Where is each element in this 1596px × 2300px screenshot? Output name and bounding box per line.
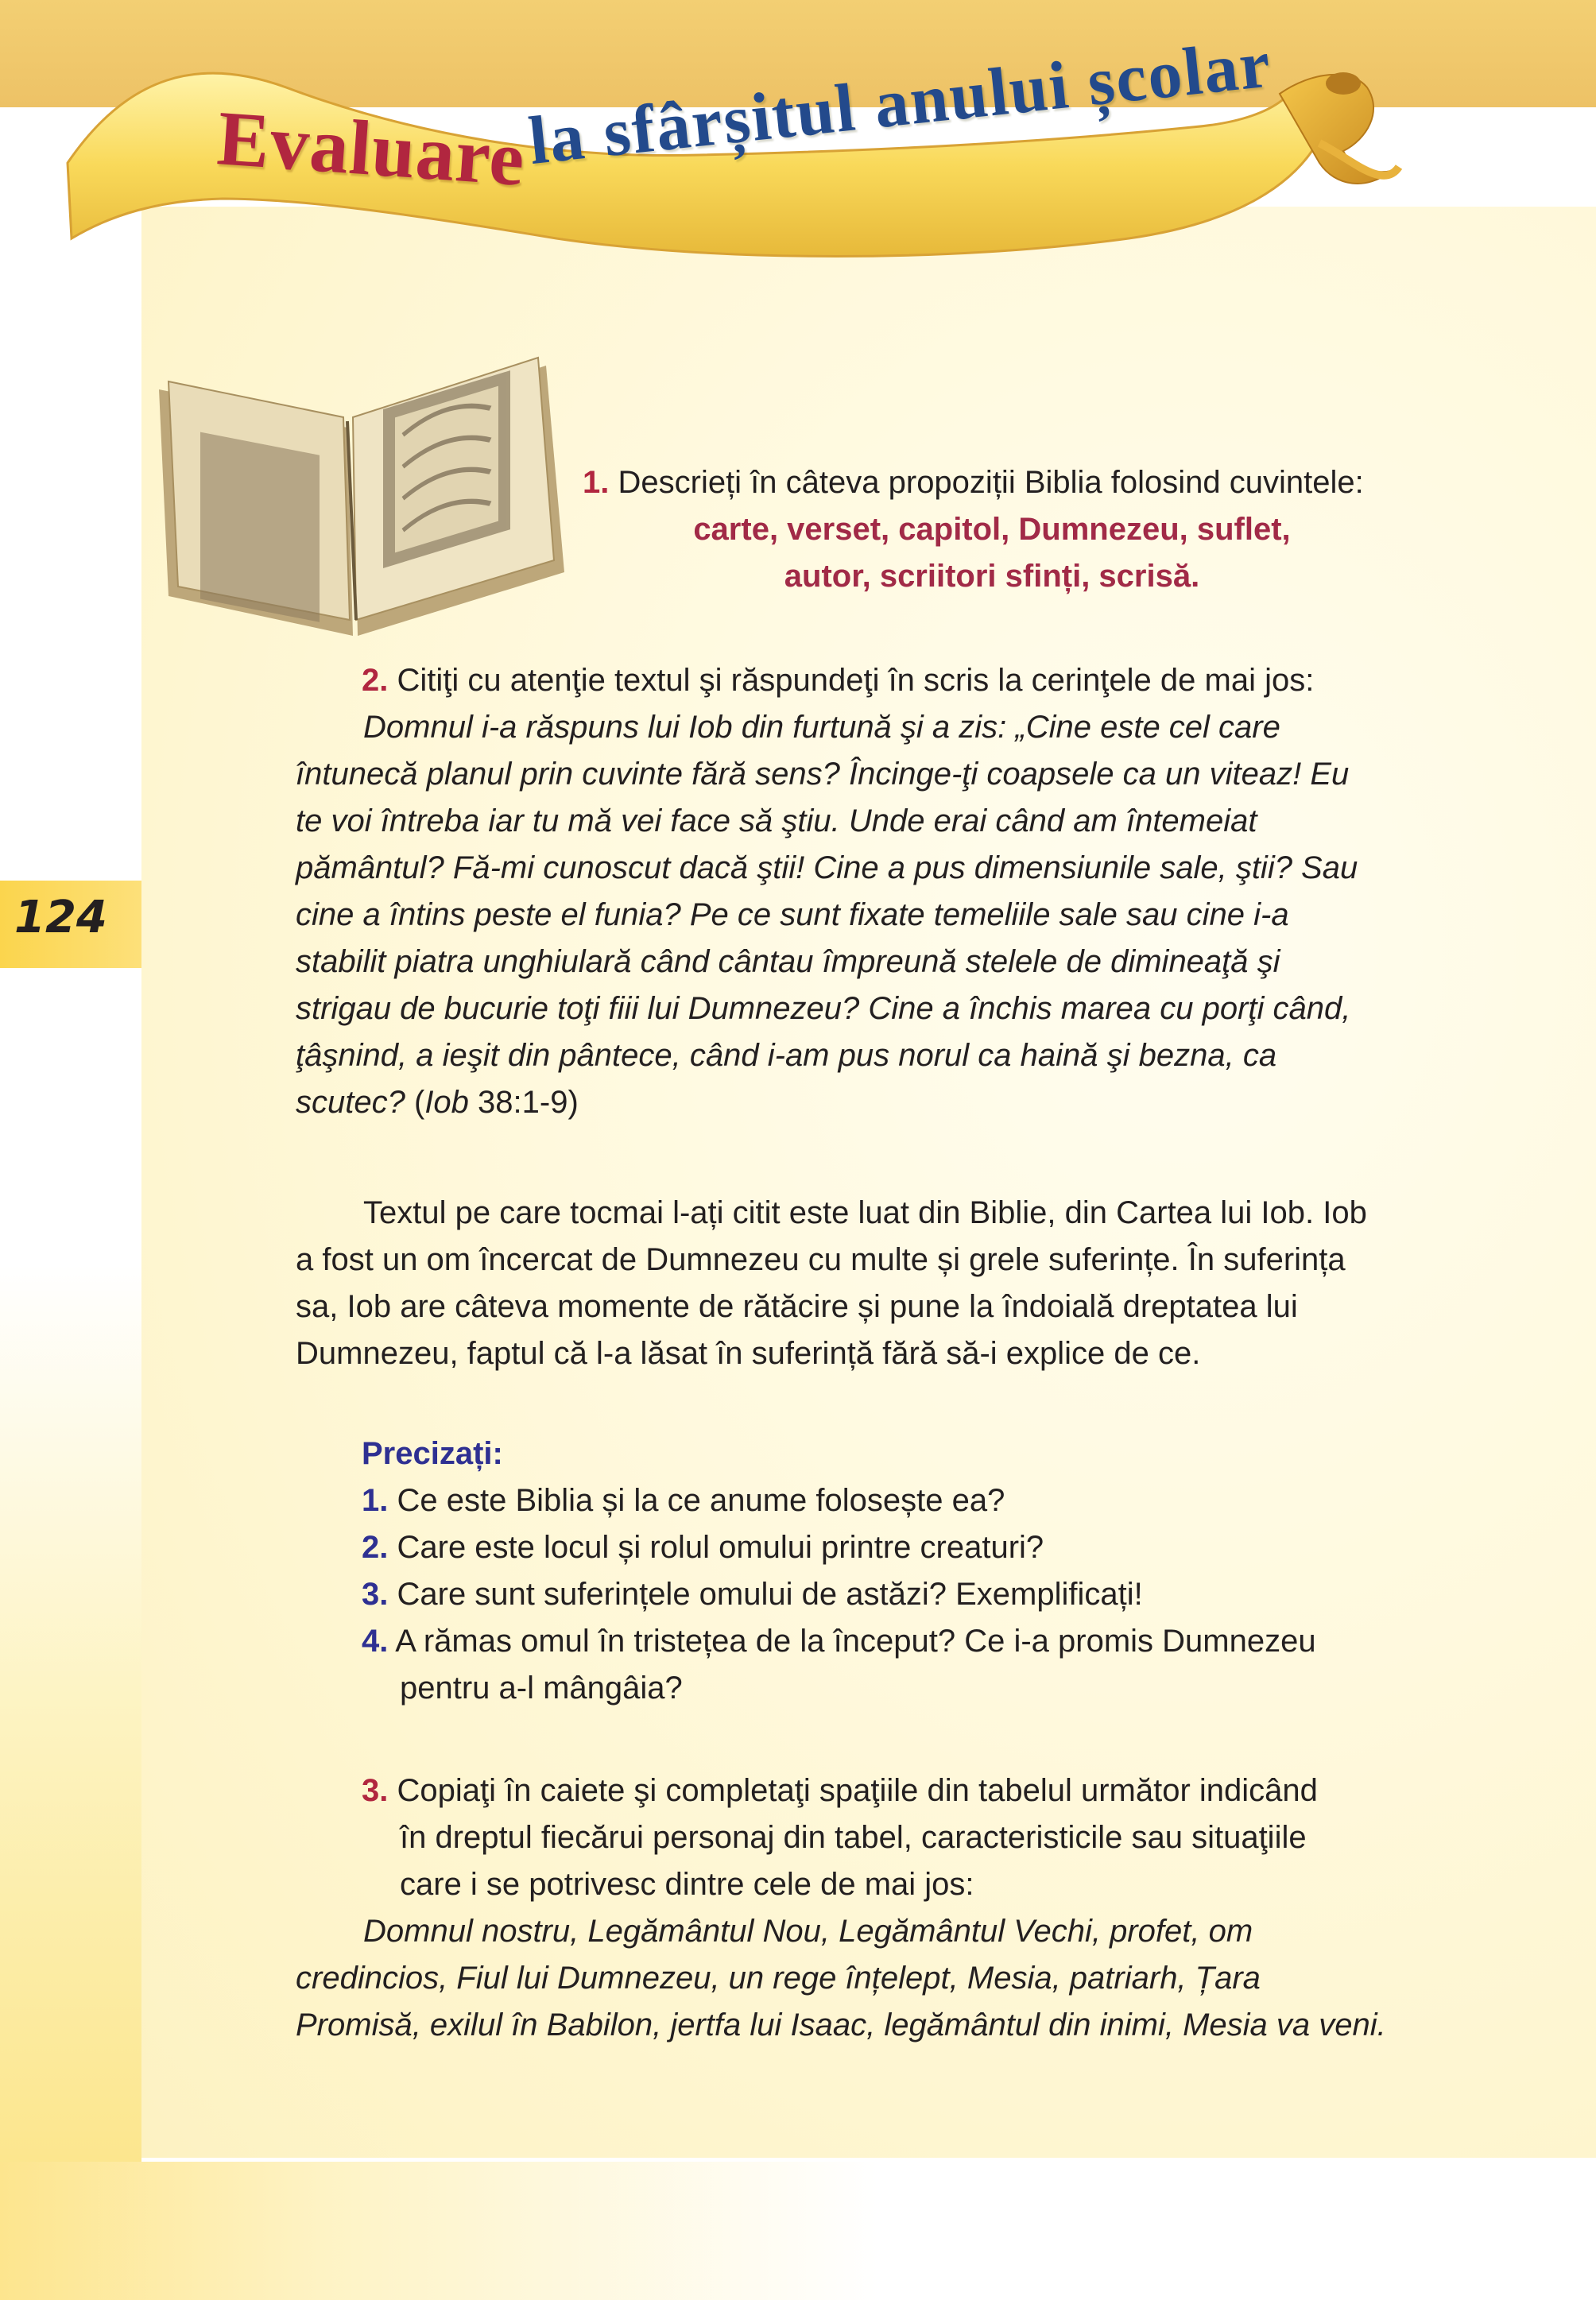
ref-book: Iob xyxy=(424,1085,469,1120)
quote-line: pământul? Fă-mi cunoscut dacă ştii! Cine a pus dimensiunile sale, ştii? Sau xyxy=(296,850,1358,885)
ex3-prompt xyxy=(362,1768,1318,1908)
quote-line: te voi întreba iar tu mă vei face să ştiu. Unde erai când am întemeiat xyxy=(296,803,1257,838)
ex1-prompt: Descrieți în câteva propoziții Biblia folosind cuvintele: xyxy=(618,465,1364,500)
ex3-prompt-line: în dreptul fiecărui personaj din tabel, caracteristicile sau situaţiile xyxy=(400,1820,1307,1855)
quote-line: cine a întins peste el funia? Pe ce sunt fixate temeliile sale sau cine i-a xyxy=(296,897,1289,932)
ex3-number: 3. xyxy=(362,1773,389,1808)
ex2-paragraph xyxy=(296,1190,1455,1377)
page-number: 124 xyxy=(14,892,107,943)
quote-line: ţâşnind, a ieşit din pântece, când i-am pus norul ca haină şi bezna, ca xyxy=(296,1038,1277,1073)
question-3 xyxy=(362,1571,1143,1618)
open-bible-illustration xyxy=(145,334,574,644)
ref-rest: 38:1-9) xyxy=(468,1085,579,1120)
paragraph-line: Dumnezeu, faptul că l-a lăsat în suferință fără să-i explice de ce. xyxy=(296,1336,1201,1371)
ex2-number: 2. xyxy=(362,663,389,698)
quote-last: scutec? xyxy=(296,1085,405,1120)
page-title xyxy=(215,25,1280,203)
ex3-options xyxy=(296,1908,1455,2049)
question-number: 2. xyxy=(362,1530,389,1565)
question-4-cont: pentru a-l mângâia? xyxy=(400,1671,683,1706)
ex1-words-2: autor, scriitori sfinți, scrisă. xyxy=(784,559,1200,594)
question-text: Care este locul și rolul omului printre creaturi? xyxy=(397,1530,1044,1565)
ex1-number: 1. xyxy=(583,465,610,500)
paragraph-line: Textul pe care tocmai l-ați citit este luat din Biblie, din Cartea lui Iob. Iob xyxy=(363,1195,1367,1230)
paragraph-line: a fost un om încercat de Dumnezeu cu multe și grele suferințe. În suferința xyxy=(296,1242,1346,1277)
question-number: 4. xyxy=(362,1624,389,1659)
question-2 xyxy=(362,1524,1044,1571)
question-1 xyxy=(362,1477,1005,1524)
title-evaluare: Evaluare xyxy=(215,95,529,203)
question-number: 1. xyxy=(362,1483,389,1518)
quote-line: stabilit piatra unghiulară când cântau împreună stelele de dimineaţă şi xyxy=(296,944,1280,979)
bottom-gradient xyxy=(0,2162,1596,2300)
precizati-label: Precizați: xyxy=(362,1436,503,1471)
options-line: Promisă, exilul în Babilon, jertfa lui Isaac, legământul din inimi, Mesia va veni. xyxy=(296,2008,1386,2043)
ex2-prompt-line xyxy=(362,657,1314,704)
ex2-prompt: Citiţi cu atenţie textul şi răspundeţi în scris la cerinţele de mai jos: xyxy=(397,663,1315,698)
question-text: Care sunt suferințele omului de astăzi? Exemplificați! xyxy=(397,1577,1143,1612)
left-margin-gradient xyxy=(0,0,141,2300)
options-line: credincios, Fiul lui Dumnezeu, un rege înțelept, Mesia, patriarh, Țara xyxy=(296,1961,1261,1996)
ex3-prompt-line: care i se potrivesc dintre cele de mai jos: xyxy=(400,1867,974,1902)
ex2-quote xyxy=(296,704,1455,1126)
question-text: Ce este Biblia și la ce anume folosește ea? xyxy=(397,1483,1005,1518)
question-number: 3. xyxy=(362,1577,389,1612)
quote-line: strigau de bucurie toţi fiii lui Dumnezeu? Cine a închis marea cu porţi când, xyxy=(296,991,1351,1026)
ex1-prompt-line xyxy=(583,459,1364,506)
ref-open: ( xyxy=(413,1085,425,1120)
quote-last-line xyxy=(296,1079,1455,1126)
paragraph-line: sa, Iob are câteva momente de rătăcire și pune la îndoială dreptatea lui xyxy=(296,1289,1298,1324)
question-4 xyxy=(362,1618,1316,1665)
title-rest: la sfârșitul anului școlar xyxy=(525,25,1276,180)
quote-line: Domnul i-a răspuns lui Iob din furtună şi a zis: „Cine este cel care xyxy=(363,710,1280,745)
quote-line: întunecă planul prin cuvinte fără sens? Încinge-ţi coapsele ca un viteaz! Eu xyxy=(296,757,1350,792)
question-text: A rămas omul în tristețea de la început? Ce i-a promis Dumnezeu xyxy=(395,1624,1316,1659)
options-line: Domnul nostru, Legământul Nou, Legământul Vechi, profet, om xyxy=(363,1914,1253,1949)
ex3-prompt-line: Copiaţi în caiete şi completaţi spaţiile din tabelul următor indicând xyxy=(397,1773,1318,1808)
ex1-words-1: carte, verset, capitol, Dumnezeu, suflet, xyxy=(693,512,1291,547)
